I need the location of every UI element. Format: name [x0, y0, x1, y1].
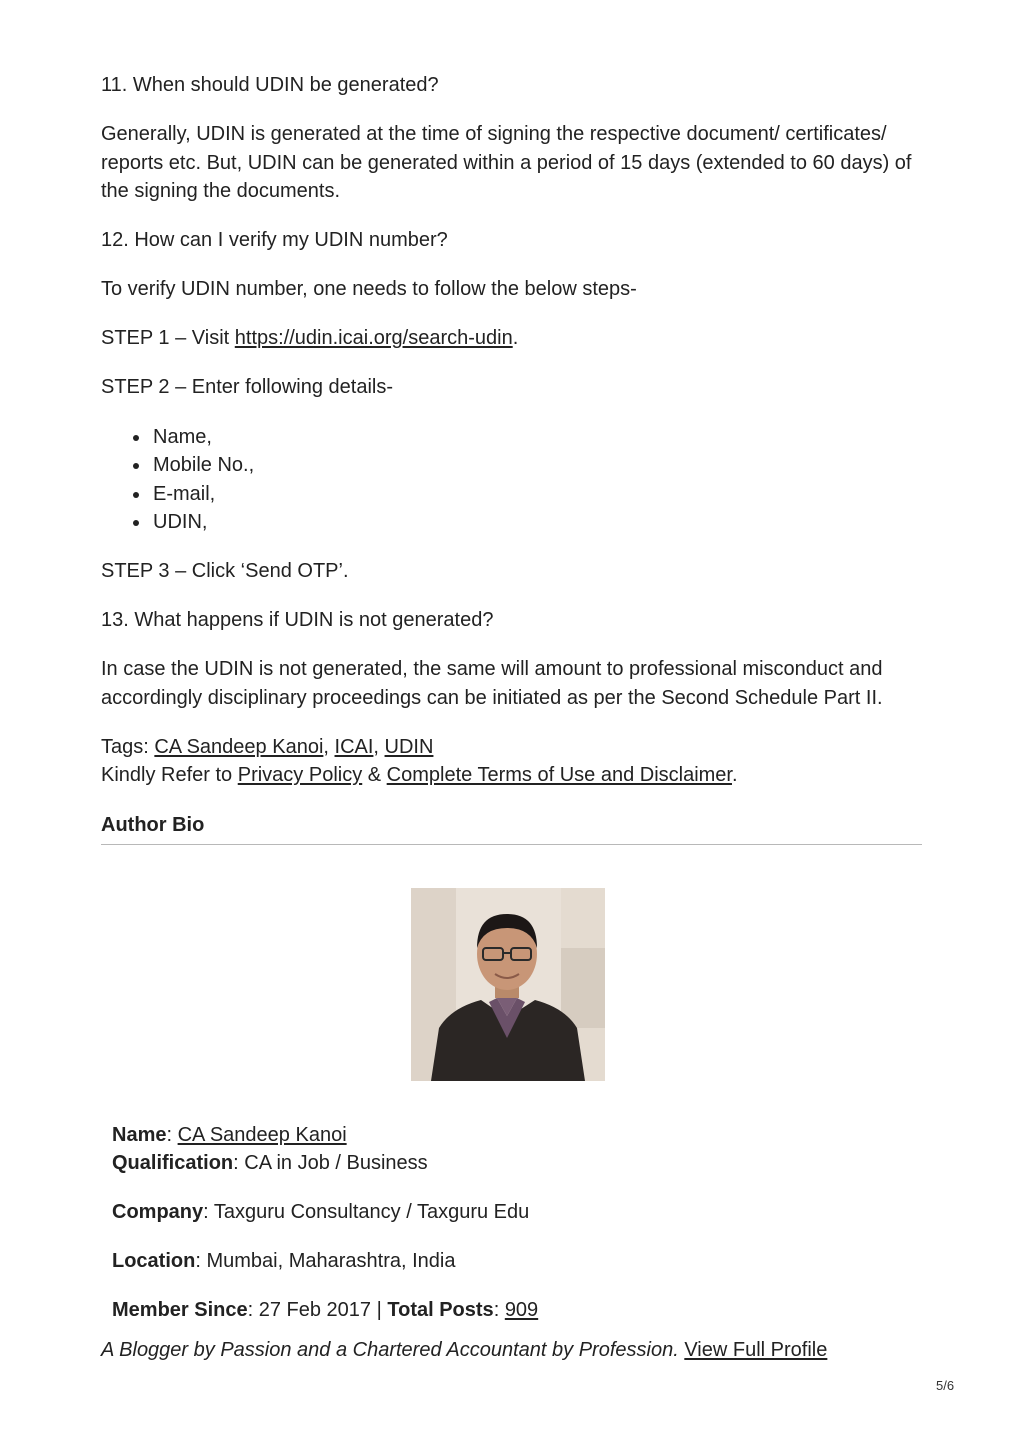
refer-prefix: Kindly Refer to: [101, 764, 238, 786]
step-3: STEP 3 – Click ‘Send OTP’.: [101, 560, 349, 582]
faq-question-13: 13. What happens if UDIN is not generated?: [101, 609, 494, 631]
tag-link[interactable]: ICAI: [334, 736, 374, 758]
total-posts-link[interactable]: 909: [504, 1299, 539, 1321]
author-name-link[interactable]: CA Sandeep Kanoi: [177, 1124, 347, 1146]
list-item: E-mail,: [153, 480, 254, 508]
bio-member-line: Member Since: 27 Feb 2017 | Total Posts: 909: [112, 1299, 539, 1321]
author-portrait-image: [411, 888, 605, 1081]
author-tagline-line: [101, 1336, 827, 1365]
faq-answer-11: Generally, UDIN is generated at the time of signing the respective document/ certificates/ reports etc. But, UDIN can be generated within a period of 15 days (extended to 60 days) of the signing the documents.: [101, 123, 912, 202]
tags-label: Tags:: [101, 736, 155, 758]
faq-question-11: 11. When should UDIN be generated?: [101, 74, 439, 96]
refer-line: [101, 761, 738, 790]
bio-qualification-value: CA in Job / Business: [244, 1152, 428, 1174]
privacy-policy-link[interactable]: Privacy Policy: [237, 764, 363, 786]
step-1-prefix: STEP 1 – Visit: [101, 327, 235, 349]
udin-search-link[interactable]: https://udin.icai.org/search-udin: [234, 327, 513, 349]
step-1-suffix: .: [512, 327, 519, 349]
terms-link[interactable]: Complete Terms of Use and Disclaimer: [386, 764, 732, 786]
page-number: 5/6: [936, 1378, 955, 1393]
divider: [101, 844, 922, 845]
bio-member-since-label: Member Since: [112, 1299, 248, 1321]
tag-link[interactable]: CA Sandeep Kanoi: [154, 736, 324, 758]
faq-question-12: 12. How can I verify my UDIN number?: [101, 229, 448, 251]
refer-amp: &: [362, 764, 387, 786]
details-list: [101, 423, 254, 536]
tag-link[interactable]: UDIN: [384, 736, 434, 758]
bio-total-posts-label: Total Posts: [387, 1299, 494, 1321]
tags-line: [101, 733, 433, 762]
author-tagline: A Blogger by Passion and a Chartered Accountant by Profession.: [101, 1339, 679, 1361]
verify-intro: To verify UDIN number, one needs to follow the below steps-: [101, 278, 637, 300]
bio-company-value: Taxguru Consultancy / Taxguru Edu: [213, 1201, 530, 1223]
step-1: [101, 324, 518, 353]
bio-location-label: Location: [112, 1250, 196, 1272]
tag-separator: ,: [373, 736, 385, 758]
bio-location-line: Location: Mumbai, Maharashtra, India: [112, 1250, 456, 1272]
refer-suffix: .: [731, 764, 738, 786]
bio-member-since-value: 27 Feb 2017: [258, 1299, 372, 1321]
bio-qualification-label: Qualification: [112, 1152, 234, 1174]
tag-separator: ,: [323, 736, 335, 758]
faq-answer-13: In case the UDIN is not generated, the same will amount to professional misconduct and accordingly disciplinary proceedings can be initiated as per the Second Schedule Part II.: [101, 658, 883, 709]
bio-company-line: Company: Taxguru Consultancy / Taxguru Edu: [112, 1201, 530, 1223]
list-item: Mobile No.,: [153, 451, 254, 479]
author-avatar: [411, 888, 605, 1081]
bio-location-value: Mumbai, Maharashtra, India: [206, 1250, 456, 1272]
list-item: UDIN,: [153, 508, 254, 536]
step-2: STEP 2 – Enter following details-: [101, 376, 394, 398]
view-full-profile-link[interactable]: View Full Profile: [684, 1339, 828, 1361]
author-bio-heading: Author Bio: [101, 814, 205, 836]
bio-name-line: Name: CA Sandeep Kanoi: [112, 1124, 347, 1146]
bio-company-label: Company: [112, 1201, 204, 1223]
list-item: Name,: [153, 423, 254, 451]
bio-name-label: Name: [112, 1124, 167, 1146]
bio-qualification-line: Qualification: CA in Job / Business: [112, 1152, 428, 1174]
